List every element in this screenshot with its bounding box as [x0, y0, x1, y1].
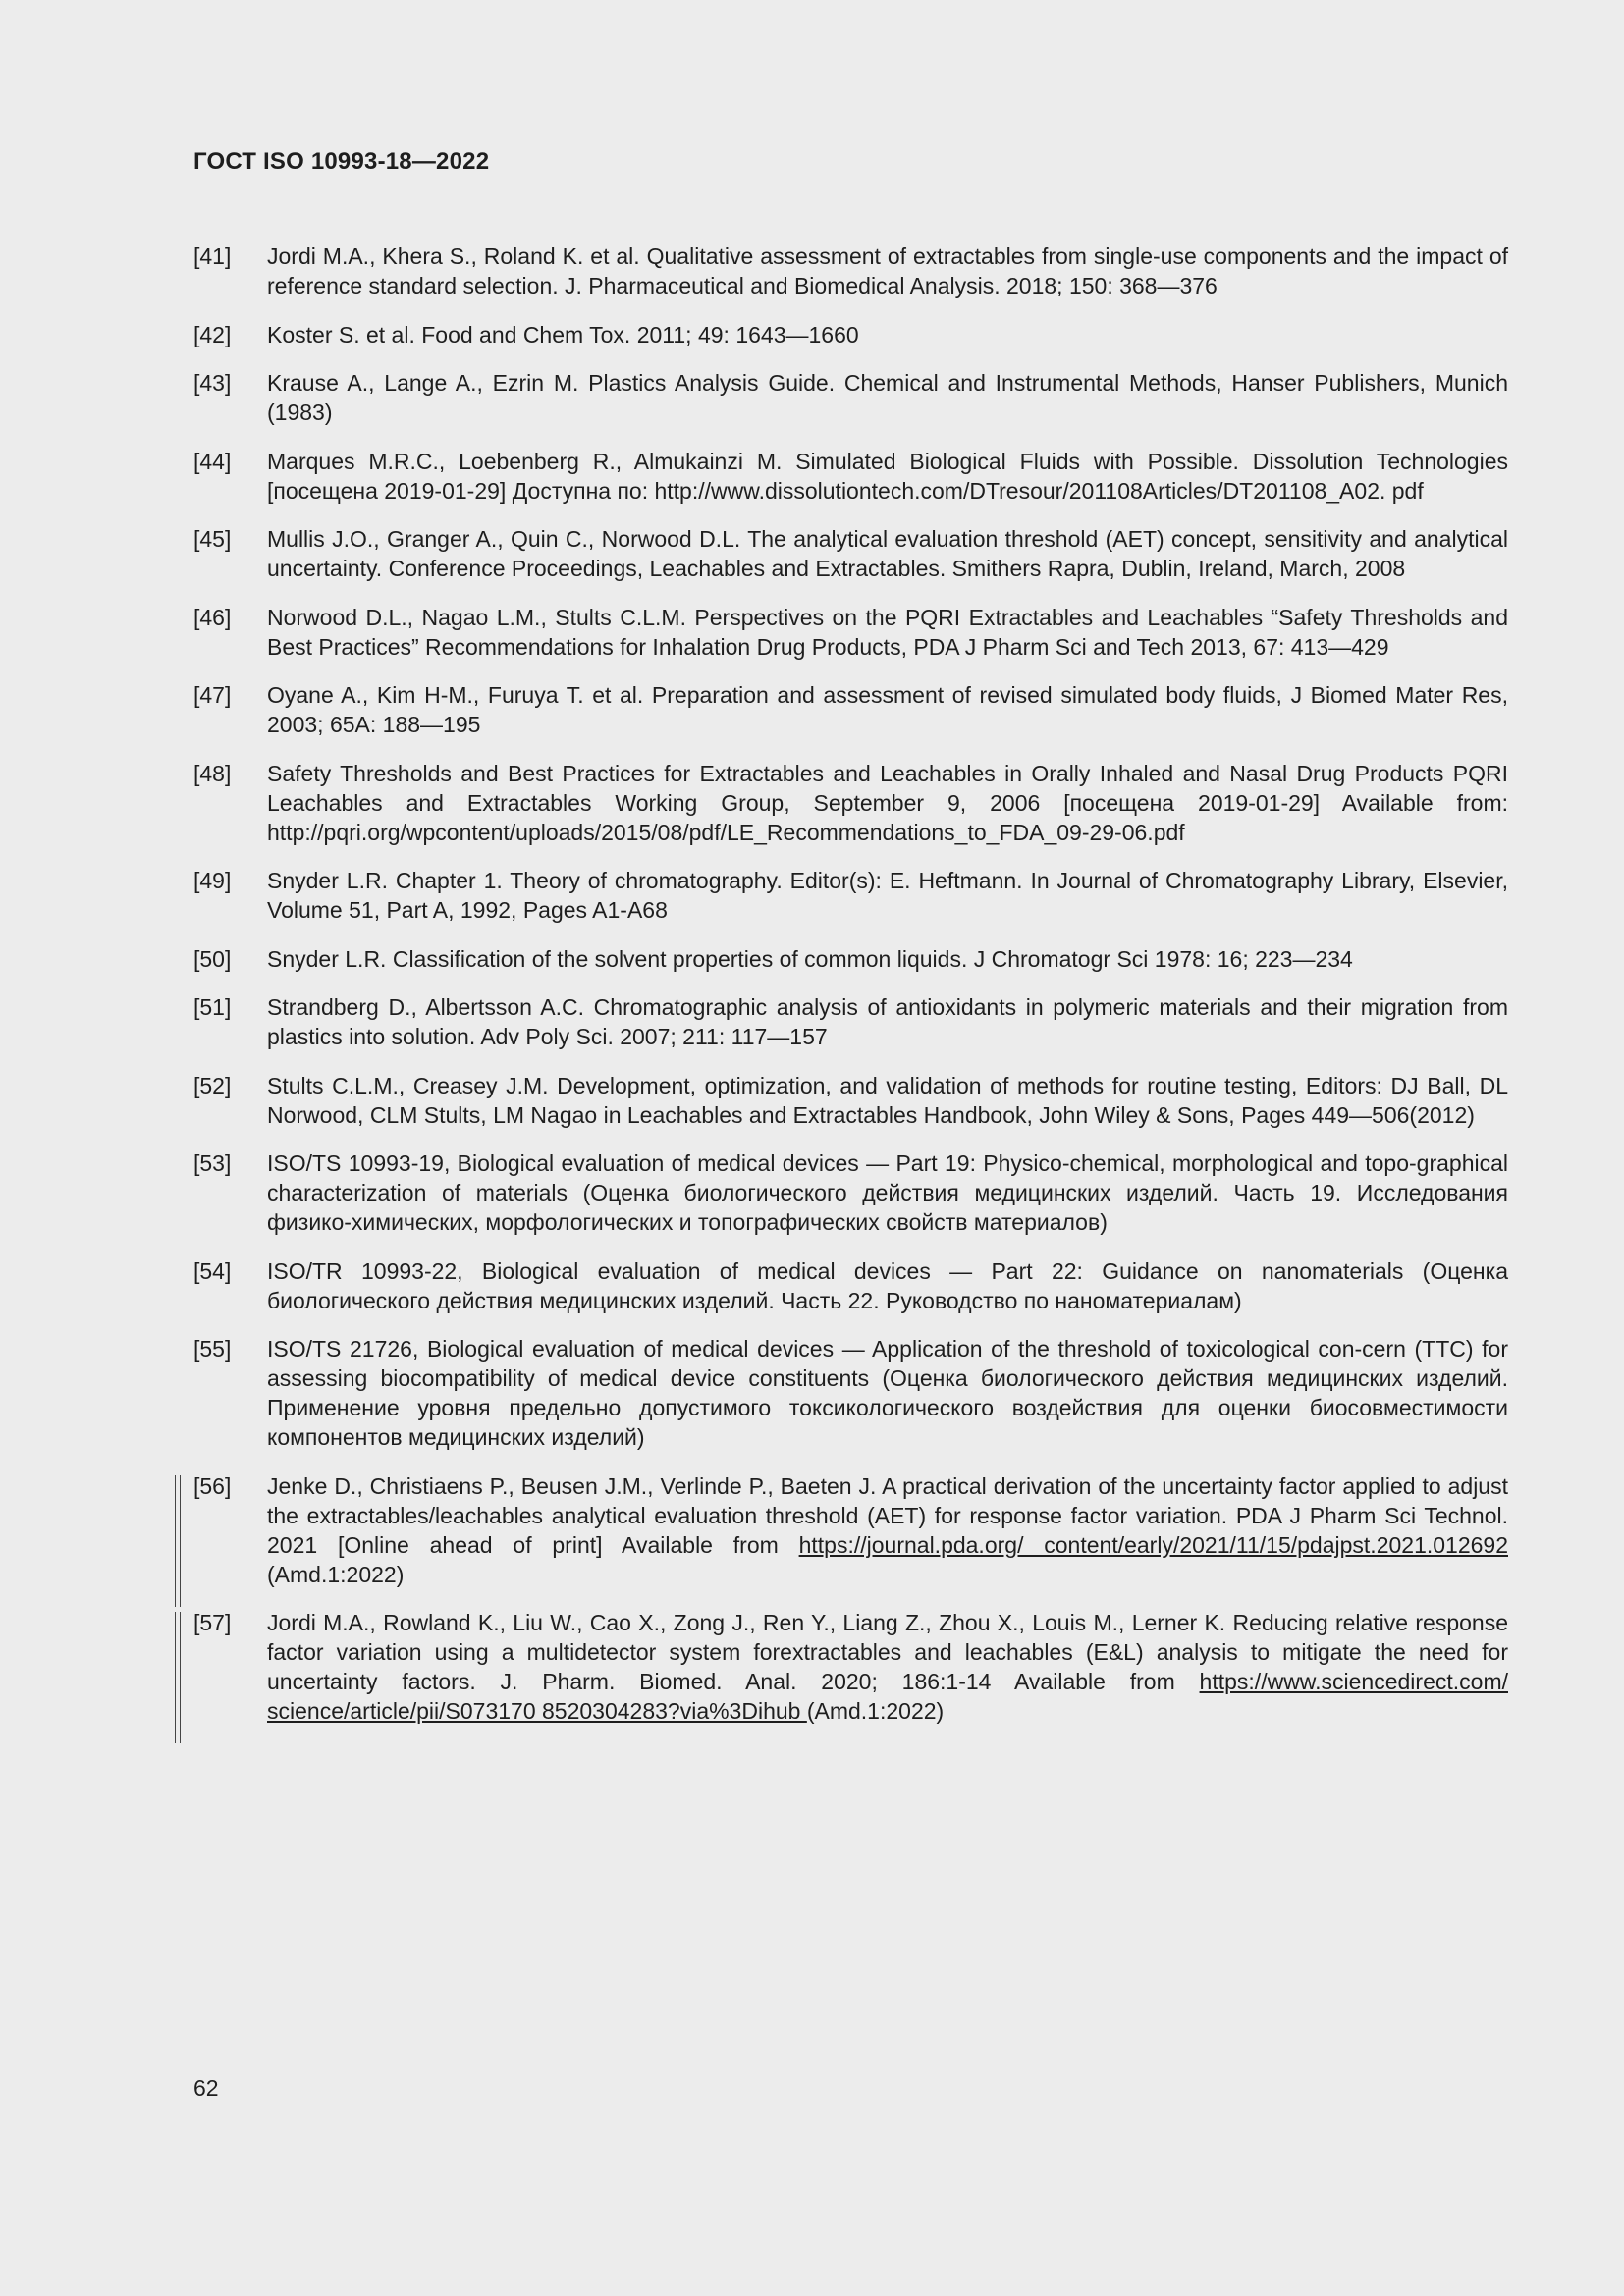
reference-number: [44]	[193, 448, 232, 474]
reference-number: [49]	[193, 868, 232, 893]
reference-number: [52]	[193, 1072, 232, 1098]
reference-item	[193, 1256, 1508, 1315]
reference-text: Stults C.L.M., Creasey J.M. Development, optimization, and validation of methods for routine testing, Editors: DJ Ball, DL Norwood, CLM Stults, LM Nagao in Leachables and Extractables Handbook, John Wiley & Sons, Pages 449—506(2012)	[267, 1072, 1508, 1128]
reference-number: [48]	[193, 760, 232, 786]
reference-item	[193, 680, 1508, 739]
reference-link[interactable]: https://www.sciencedirect.com/ science/article/pii/S073170 8520304283?via%3Dihub	[267, 1669, 1508, 1724]
reference-item	[193, 368, 1508, 427]
reference-number: [50]	[193, 945, 232, 972]
reference-item	[193, 866, 1508, 925]
reference-item	[193, 944, 1508, 974]
reference-text: Marques M.R.C., Loebenberg R., Almukainzi M. Simulated Biological Fluids with Possible. Dissolution Technologies [посещена 2019-01-29] Доступна по: http://www.dissolutiontech.com/DTresour/201108Articles/DT201108_A02. pdf	[267, 448, 1508, 504]
reference-item-amended	[193, 1608, 1508, 1726]
reference-item	[193, 603, 1508, 662]
reference-text: Mullis J.O., Granger A., Quin C., Norwood D.L. The analytical evaluation threshold (AET) concept, sensitivity and analytical uncertainty. Conference Proceedings, Leachables and Extractables. Smithers Rapra, Dublin, Ireland, March, 2008	[267, 526, 1508, 581]
reference-text: ISO/TR 10993-22, Biological evaluation of medical devices — Part 22: Guidance on nanomaterials (Оценка биологического действия медицинских изделий. Часть 22. Руководство по наноматериалам)	[267, 1257, 1508, 1313]
reference-number: [51]	[193, 994, 232, 1020]
amendment-change-bar	[175, 1612, 181, 1743]
reference-text: Norwood D.L., Nagao L.M., Stults C.L.M. Perspectives on the PQRI Extractables and Leachables “Safety Thresholds and Best Practices” Recommendations for Inhalation Drug Products, PDA J Pharm Sci and Tech 2013, 67: 413—429	[267, 604, 1508, 660]
reference-number: [42]	[193, 321, 232, 347]
reference-item	[193, 1148, 1508, 1237]
reference-body: Jordi M.A., Rowland K., Liu W., Cao X., Zong J., Ren Y., Liang Z., Zhou X., Louis M., Lerner K. Reducing relative response factor variation using a multidetector system forextractables and leachables (E&L) analysis to mitigate the need for uncertainty factors. J. Pharm. Biomed. Anal. 2020; 186:1-14 Available from	[267, 1610, 1508, 1694]
reference-item	[193, 241, 1508, 300]
reference-text: ISO/TS 10993-19, Biological evaluation of medical devices — Part 19: Physico-chemical, morphological and topo-graphical characterization of materials (Оценка биологического действия медицинских изделий. Часть 19. Исследования физико-химических, морфологических и топографических свойств материалов)	[267, 1150, 1508, 1235]
amendment-note: (Amd.1:2022)	[806, 1698, 945, 1724]
reference-text: Jordi M.A., Khera S., Roland K. et al. Qualitative assessment of extractables from single-use components and the impact of reference standard selection. J. Pharmaceutical and Biomedical Analysis. 2018; 150: 368—376	[267, 243, 1508, 298]
reference-number: [55]	[193, 1336, 232, 1362]
reference-text: Koster S. et al. Food and Chem Tox. 2011; 49: 1643—1660	[267, 321, 859, 347]
reference-number: [53]	[193, 1150, 232, 1176]
amendment-change-bar	[175, 1475, 181, 1607]
document-header: ГОСТ ISO 10993-18—2022	[193, 148, 490, 175]
reference-number: [43]	[193, 370, 232, 396]
reference-text: Krause A., Lange A., Ezrin M. Plastics Analysis Guide. Chemical and Instrumental Methods, Hanser Publishers, Munich (1983)	[267, 370, 1508, 425]
reference-text: ISO/TS 21726, Biological evaluation of medical devices — Application of the threshold of toxicological con-cern (TTC) for assessing biocompatibility of medical device constituents (Оценка биологического действия медицинских изделий. Применение уровня предельно допустимого токсикологического воздействия для оценки биосовместимости компонентов медицинских изделий)	[267, 1336, 1508, 1450]
reference-item	[193, 320, 1508, 349]
reference-number: [56]	[193, 1472, 232, 1499]
reference-item	[193, 1071, 1508, 1130]
reference-text: Oyane A., Kim H-M., Furuya T. et al. Preparation and assessment of revised simulated body fluids, J Biomed Mater Res, 2003; 65A: 188—195	[267, 682, 1508, 737]
reference-text: Strandberg D., Albertsson A.C. Chromatographic analysis of antioxidants in polymeric materials and their migration from plastics into solution. Adv Poly Sci. 2007; 211: 117—157	[267, 994, 1508, 1049]
reference-text: Snyder L.R. Chapter 1. Theory of chromatography. Editor(s): E. Heftmann. In Journal of Chromatography Library, Elsevier, Volume 51, Part A, 1992, Pages A1-A68	[267, 868, 1508, 923]
reference-number: [54]	[193, 1257, 232, 1284]
reference-number: [45]	[193, 526, 232, 552]
reference-item	[193, 759, 1508, 847]
reference-text: Safety Thresholds and Best Practices for Extractables and Leachables in Orally Inhaled and Nasal Drug Products PQRI Leachables and Extractables Working Group, September 9, 2006 [посещена 2019-01-29] Available from: http://pqri.org/wpcontent/uploads/2015/08/pdf/LE_Recommendations_to_FDA_09-29-06.pdf	[267, 760, 1508, 845]
reference-number: [47]	[193, 682, 232, 708]
reference-item	[193, 992, 1508, 1051]
reference-item	[193, 447, 1508, 506]
amendment-note: (Amd.1:2022)	[267, 1561, 405, 1587]
reference-number: [57]	[193, 1610, 232, 1635]
reference-number: [41]	[193, 243, 232, 269]
page-number: 62	[193, 2075, 219, 2101]
reference-link[interactable]: https://journal.pda.org/ content/early/2021/11/15/pdajpst.2021.012692	[798, 1531, 1508, 1558]
reference-item	[193, 1334, 1508, 1452]
reference-text	[267, 1608, 1508, 1726]
reference-item-amended	[193, 1471, 1508, 1589]
reference-item	[193, 524, 1508, 583]
reference-text	[267, 1471, 1508, 1589]
reference-number: [46]	[193, 604, 232, 630]
reference-body: Jenke D., Christiaens P., Beusen J.M., Verlinde P., Baeten J. A practical derivation of the uncertainty factor applied to adjust the extractables/leachables analytical evaluation threshold (AET) for response factor variation. PDA J Pharm Sci Technol. 2021 [Online ahead of print] Available from	[267, 1472, 1508, 1558]
reference-text: Snyder L.R. Classification of the solvent properties of common liquids. J Chromatogr Sci 1978: 16; 223—234	[267, 945, 1353, 972]
references-list	[193, 241, 1508, 1745]
